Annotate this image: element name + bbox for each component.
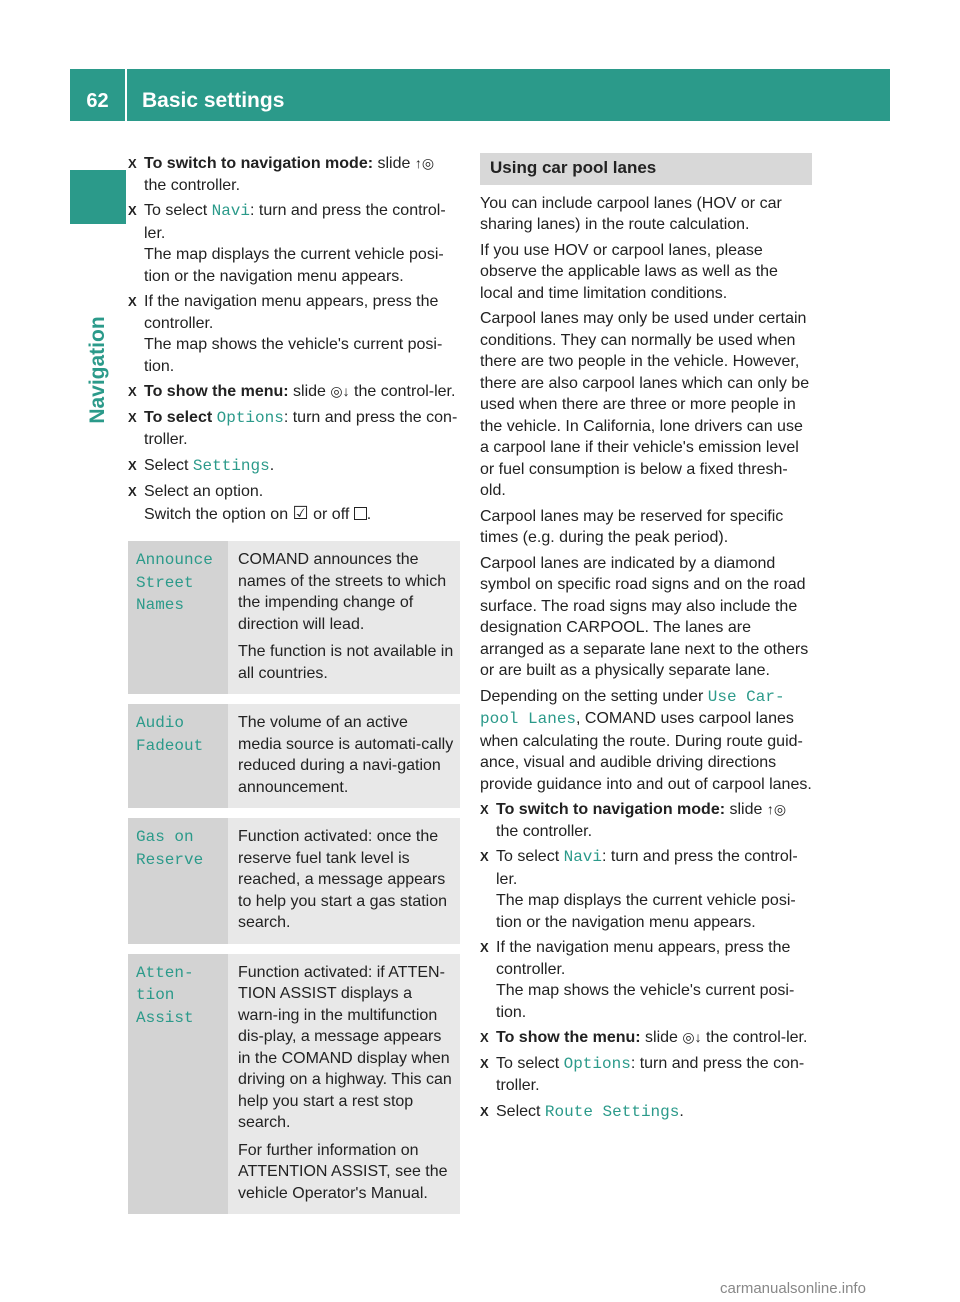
option-desc: The volume of an active media source is automati-cally reduced during a navi-gation announcement. [238, 714, 454, 796]
step-text: the controller. [144, 176, 241, 194]
step-text: slide [640, 1029, 683, 1046]
controller-slide-down-icon: ◎↓ [682, 1029, 702, 1045]
step-result-text: The map displays the current vehicle posi-tion or the navigation menu appears. [144, 246, 444, 285]
option-name: Atten‐tion Assist [136, 963, 194, 1027]
step-text: : turn and press the con-troller. [496, 1054, 805, 1094]
option-name-cell [128, 541, 228, 699]
step-bullet-icon: X [128, 409, 137, 425]
step-text: If the navigation menu appears, press the controller. [496, 939, 791, 978]
page-number: 62 [86, 90, 109, 112]
page-header [70, 69, 890, 121]
option-desc-cell [228, 541, 460, 699]
paragraph: Carpool lanes may be reserved for specific times (e.g. during the peak period). [480, 507, 784, 546]
step-text: slide [373, 155, 415, 172]
step-text: . [269, 456, 275, 474]
step-text: the control-ler. [349, 383, 456, 400]
option-desc-cell [228, 699, 460, 813]
page-title: Basic settings [142, 89, 285, 112]
step-text: slide [725, 801, 767, 818]
step-text: Switch the option on [144, 505, 293, 523]
step-text: or off [308, 505, 354, 523]
table-row [128, 949, 460, 1215]
step-select-navi [480, 846, 812, 933]
step-bold-label: To switch to navigation mode: [144, 155, 374, 172]
option-desc: Function activated: once the reserve fuel tank level is reached, a message appears to help you start a gas station search. [238, 828, 448, 931]
step-bold-label: To switch to navigation mode: [496, 801, 726, 818]
option-desc: Function activated: if ATTEN-TION ASSIST displays a warn-ing in the multifunction dis-play, a message appears in the COMAND display when driving on a highway. This can help you start a rest stop search. [238, 963, 452, 1131]
step-bold-label: To show the menu: [144, 383, 289, 400]
step-bullet-icon: X [480, 802, 489, 817]
step-bullet-icon: X [128, 384, 137, 399]
step-bullet-icon: X [128, 294, 137, 309]
menu-item-settings: Settings [192, 456, 270, 475]
paragraph: If you use HOV or carpool lanes, please observe the applicable laws as well as the local and time limitation conditions. [480, 241, 778, 302]
step-bullet-icon: X [480, 940, 489, 955]
table-row [128, 699, 460, 813]
step-select-navi [128, 200, 460, 287]
step-bullet-icon: X [128, 457, 137, 473]
menu-item-route-settings: Route Settings [544, 1102, 680, 1121]
checkbox-checked-icon: ☑ [292, 502, 309, 523]
step-bullet-icon: X [480, 1103, 489, 1119]
step-text: the control-ler. [701, 1029, 808, 1046]
step-text: Select [496, 1102, 545, 1120]
header-divider [125, 69, 127, 121]
menu-item-navi: Navi [211, 202, 250, 220]
menu-item-navi: Navi [563, 848, 602, 866]
step-switch-nav-mode [480, 799, 812, 842]
section-side-label [70, 240, 126, 500]
options-table [128, 541, 460, 1214]
step-text: To select [496, 1054, 564, 1072]
step-text: the controller. [496, 822, 593, 840]
option-name: Announce Street Names [136, 551, 213, 614]
option-name: Audio Fadeout [136, 714, 204, 755]
table-row [128, 541, 460, 699]
controller-slide-down-icon: ◎↓ [330, 383, 350, 399]
step-select-option [128, 481, 460, 525]
checkbox-empty-icon [354, 507, 367, 520]
step-show-menu [480, 1027, 812, 1049]
step-text: To select [496, 848, 564, 865]
step-switch-nav-mode [128, 153, 460, 196]
step-result-text: The map shows the vehicle's current posi-tion. [496, 982, 795, 1021]
section-tab-marker [70, 170, 126, 224]
menu-item-options: Options [563, 1054, 631, 1073]
paragraph-text: Depending on the setting under [480, 687, 708, 705]
option-desc: COMAND announces the names of the streets to which the impending change of direction will lead. [238, 551, 447, 633]
step-bullet-icon: X [480, 1055, 489, 1071]
paragraph-setting [480, 686, 812, 796]
step-text: . [366, 505, 372, 523]
paragraph: You can include carpool lanes (HOV or car sharing lanes) in the route calculation. [480, 194, 782, 233]
step-text: slide [288, 383, 331, 400]
step-bullet-icon: X [480, 849, 489, 864]
right-column [480, 153, 812, 1127]
step-show-menu [128, 381, 460, 403]
step-select-settings [128, 455, 460, 478]
step-bullet-icon: X [128, 484, 137, 499]
step-press-controller [480, 937, 812, 1023]
option-name-cell [128, 699, 228, 813]
step-bullet-icon: X [128, 203, 137, 218]
step-select-options [128, 407, 460, 451]
option-desc-cell [228, 949, 460, 1215]
paragraph: Carpool lanes may only be used under certain conditions. They can normally be used when there are two people in the vehicle. However, there are also carpool lanes which can only be used when there are three or more people in the vehicle. In California, lone drivers can use a carpool lane if their vehicle's emission level or fuel consumption is below a fixed thresh-old. [480, 310, 810, 499]
table-row [128, 813, 460, 949]
step-select-options [480, 1053, 812, 1097]
left-column [128, 153, 460, 1214]
step-text: : turn and press the control-ler. [496, 848, 798, 888]
step-text: : turn and press the control-ler. [144, 202, 446, 242]
section-heading: Using car pool lanes [480, 153, 812, 185]
option-desc-cell [228, 813, 460, 949]
step-bullet-icon: X [128, 156, 137, 171]
menu-item-use-carpool-lanes: Use Car‐pool Lanes [480, 687, 785, 728]
step-text: Select an option. [144, 483, 264, 500]
step-text: If the navigation menu appears, press the controller. [144, 293, 439, 332]
step-text: Select [144, 456, 193, 474]
step-press-controller [128, 291, 460, 377]
controller-slide-up-icon: ↑◎ [414, 155, 435, 171]
option-name: Gas on Reserve [136, 828, 204, 869]
paragraph-text: , COMAND uses carpool lanes when calculating the route. During route guid-ance, visual and audible driving directions provide guidance into and out of carpool lanes. [480, 710, 812, 793]
step-result-text: The map shows the vehicle's current posi-tion. [144, 336, 443, 375]
step-text: . [679, 1102, 684, 1120]
step-text: : turn and press the con-troller. [144, 408, 458, 448]
step-select-route-settings [480, 1101, 812, 1124]
option-name-cell [128, 813, 228, 949]
section-label-text: Navigation [86, 316, 109, 424]
paragraph: Carpool lanes are indicated by a diamond symbol on specific road signs and on the road surface. The road signs may also include the designation CARPOOL. The lanes are arranged as a separate lane next to the others or are built as a physically separate lane. [480, 554, 809, 679]
step-bullet-icon: X [480, 1030, 489, 1045]
step-result-text: The map displays the current vehicle posi-tion or the navigation menu appears. [496, 892, 796, 931]
step-bold-label: To show the menu: [496, 1029, 641, 1046]
option-desc: For further information on ATTENTION ASSIST, see the vehicle Operator's Manual. [238, 1141, 448, 1202]
option-name-cell [128, 949, 228, 1215]
controller-slide-up-icon: ↑◎ [766, 801, 787, 817]
step-bold-label: To select [144, 408, 213, 426]
menu-item-options: Options [216, 408, 284, 427]
option-desc: The function is not available in all countries. [238, 643, 454, 682]
step-text: To select [144, 202, 212, 219]
watermark: carmanualsonline.info [720, 1280, 866, 1297]
